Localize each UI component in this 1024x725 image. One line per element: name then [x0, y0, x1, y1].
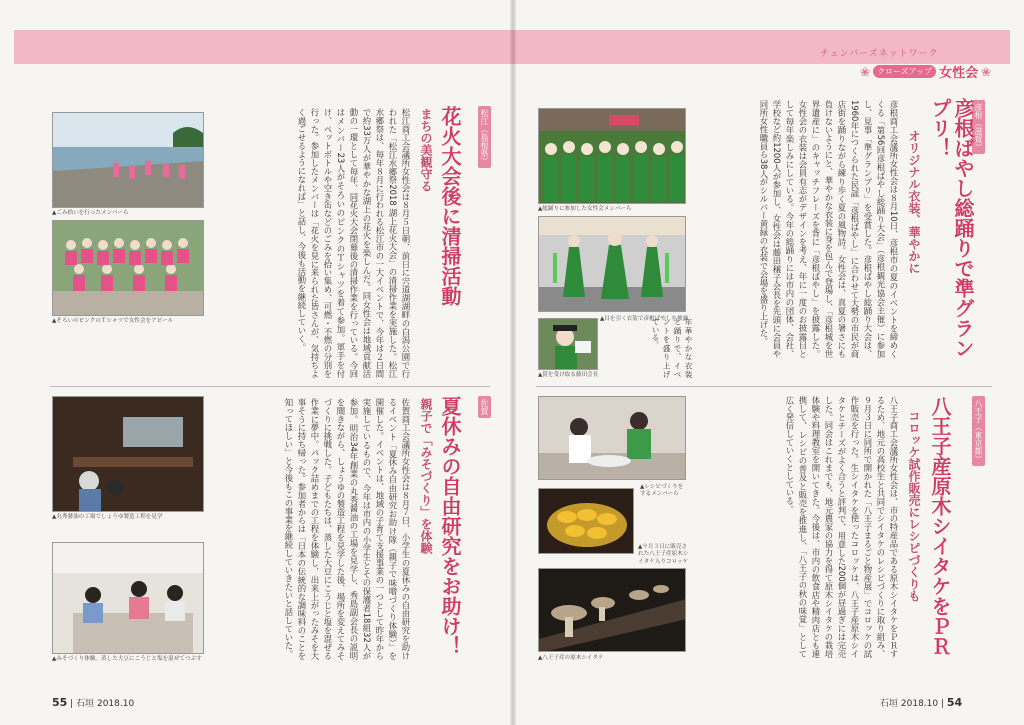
article-subtitle: 親子で「みそづくり」を体験	[419, 398, 433, 554]
closeup-pill: クローズアップ	[873, 65, 936, 78]
photo-dancers-group	[538, 108, 686, 204]
photo-beach-cleanup	[52, 112, 204, 208]
section-divider	[536, 386, 992, 387]
article-title: 彦根ばやし総踊りで準グランプリ！	[928, 98, 975, 358]
series-title: チェンバーズネットワーク	[820, 49, 939, 59]
photo-shiitake	[538, 568, 686, 652]
article-tag: 彦根（滋賀）	[972, 100, 985, 154]
folio-magazine: 石垣	[76, 699, 95, 709]
photo-caption: ▲賞を受け取る藤田会長	[538, 372, 599, 378]
photo-caption: ▲９月３日に販売された八王子産原木シイタケ入りコロッケ	[638, 544, 689, 565]
article-title: 夏休みの自由研究をお助け！	[438, 396, 462, 656]
photo-dancers-street	[538, 216, 686, 312]
photo-caption: ▲レシピづくりをするメンバーら	[640, 484, 684, 498]
folio-page-number: 54	[946, 696, 963, 709]
photo-caption: ▲丸秀醤油の工場でしょうゆ製造工程を見学	[52, 514, 163, 520]
photo-caption: ▲そろいのピンクのＴシャツで女性会をアピール	[52, 318, 174, 324]
photo-croquettes	[538, 488, 634, 554]
article-body: 八王子商工会議所女性会は、市の特産品である原木シイタケをＰＲするため、地元の高校生と共同でシイタケのレシピづくりに取り組み、９月３日に同所で開かれた「八王子まるごと物産展」でコロッケの試作販売を行った。生シイタケを使ったコロッケは、八王子産原木シイタケとチーズがよく合うと評判で、用意した200個が昼過ぎには完売した。同会はこれまでも、地元農家の協力を得て原木シイタケの栽培体験や料理教室を開いてきた。今後は、市内の飲食店や精肉店とも連携して、レシピの普及と販売を推進し、「八王子の秋の味覚」として広く発信していくとしている。	[785, 396, 899, 658]
article-body: 松江商工会議所女性会は８月５日朝、前日に宍道湖湖畔の白潟公園で行われた「松江水郷祭2018 湖上花火大会」の清掃作業を実施した。松江水郷祭は、毎年８月に行われる松江市の一大イベントで、今年は２日間で約33万人が華やかな湖上の花火を楽しんだ。同女性会は地域貢献活動の一環として毎年、同花火大会閉幕後の清掃作業を行っている。今回はメンバー23人がそろいのピンクのＴシャツを着て参加。軍手を付け、ペットボトルや空き缶などのごみを拾い集め、可燃・不燃の分別を行った。参加したメンバーは「花火を見に来られた皆さんが、気持ちよく過ごせるようになれば」と話し、今後も活動を継続していく。	[297, 108, 411, 378]
article-tag: 八王子（東京都）	[972, 396, 985, 466]
folio-issue: 2018.10	[96, 699, 135, 709]
photo-caption: ▲総踊りに参加した女性会メンバーら	[538, 206, 632, 212]
photo-miso-making	[52, 542, 204, 654]
article-body: 佐賀商工会議所女性会は８月７日、小学生の夏休みの自由研究を助けるイベント「夏休み自由研究お助け隊（親子で味噌づくり体験）」を開催した。イベントは、地域の子育て支援事業の一つとして昨年から実施しているもので、今年は市内の小学生とその保護者18組32人が参加。明治34年創業の丸秀醤油の工場を見学し、秀島副会長の説明を聞きながら、しょうゆの製造工程を見学した後、場所を変えてみそづくりに挑戦した。子どもたちは、蒸した大豆にこうじと塩を混ぜる作業に夢中。パック詰めまでの工程を体験し、出来上がったみそを大事そうに持ち帰った。参加者からは「日本の伝統的な調味料のことを知ってほしい」と今後もこの事業を継続していきたいと話していた。	[284, 398, 411, 660]
photo-pink-tshirts	[52, 220, 204, 316]
folio-issue: 2018.10	[900, 699, 939, 709]
flower-icon: ❀	[981, 64, 992, 79]
article-title: 花火大会後に清掃活動	[438, 106, 462, 306]
photo-award	[538, 318, 598, 370]
folio-right: 石垣 2018.10 | 54	[880, 696, 963, 709]
section-label	[860, 62, 991, 81]
section-divider	[50, 386, 490, 387]
article-body: 彦根商工会議所女性会は８月10日、彦根市の夏のイベントを締めくくる「第56回彦根ばやし総踊り大会」（彦根観光協会主催）に参加し、見事「準グランプリ」を受賞した。彦根ばやし総踊り大会は、1960年につくられた民謡「彦根ばやし」に合わせて大勢の市民が商店街を踊りながら練り歩く夏の風物詩。女性会は、真夏の暑さにも負けないようにと、華やかな衣装に身を包んで登場し、「彦根城を世界遺産に」のキャッチフレーズを背に「彦根ばやし」を披露した。女性会の衣装は会員有志がデザインを考え、年に一度のお披露目として毎年楽しみにしている。今年の総踊りには市内の団体、会社、学校など約1200人が参加し、女性会は藤田穣子会長を先頭に会員や同所女性職員ら38人がシルバー黄緑の衣装で会場を盛り上げた。	[759, 100, 899, 358]
article-tag: 松江（島根県）	[478, 106, 491, 168]
article-subtitle: オリジナル衣装、華やかに	[907, 130, 921, 274]
flower-icon: ❀	[860, 64, 871, 79]
folio-page-number: 55	[52, 696, 68, 709]
article-title: 八王子産原木シイタケをＰＲ	[928, 396, 952, 656]
photo-caption: ▲八王子産の原木シイタケ	[538, 655, 604, 661]
article-body-continued	[604, 318, 694, 378]
photo-recipe-making	[538, 396, 686, 480]
photo-caption: ▲みそづくり体験。蒸した大豆にこうじと塩を混ぜてつぶす	[52, 656, 202, 662]
spine-gutter	[510, 0, 516, 725]
folio-left: 55 | 石垣 2018.10	[52, 696, 135, 709]
photo-caption: ▲目を引く衣装で彦根ばやしを披露	[600, 316, 689, 322]
photo-caption: ▲ごみ拾いを行ったメンバーら	[52, 210, 129, 216]
article-tag: 佐賀	[478, 396, 491, 418]
body-tail: 年華やかな衣装と踊りで、イベントを盛り上げている。	[651, 318, 693, 378]
section-name: 女性会	[939, 66, 979, 81]
article-subtitle: まちの美観守る	[419, 108, 433, 192]
photo-soy-factory	[52, 396, 204, 512]
article-subtitle: コロッケ試作販売にレシピづくりも	[907, 410, 921, 602]
folio-magazine: 石垣	[880, 699, 899, 709]
